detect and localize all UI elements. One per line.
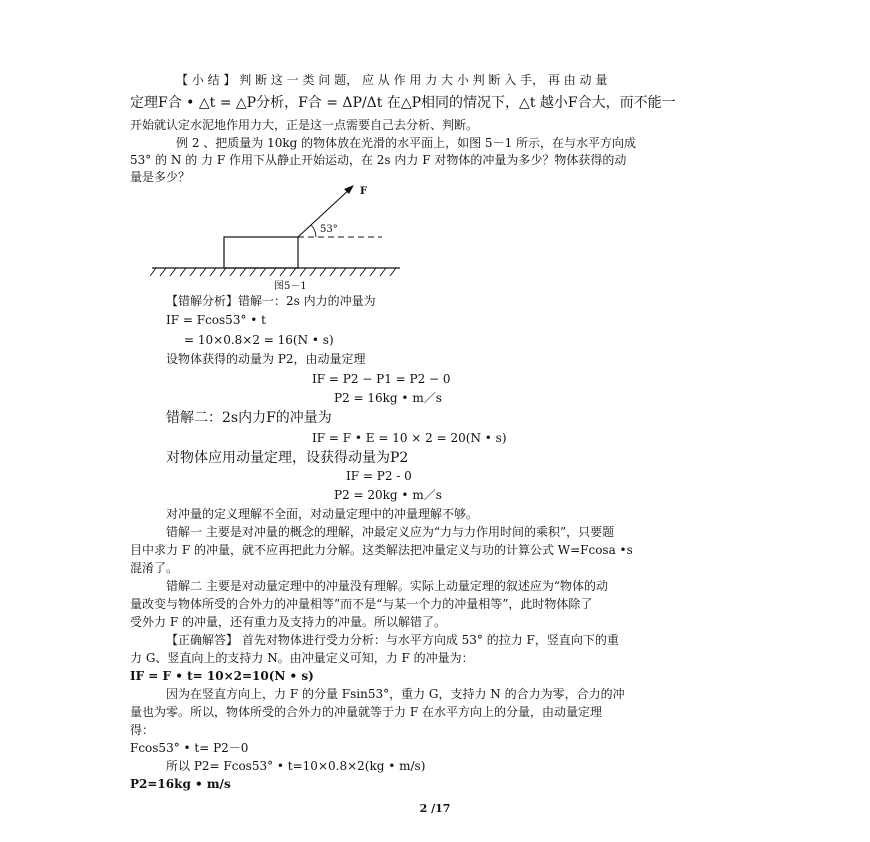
error2-explain-3: 受外力 F 的冲量，还有重力及支持力的冲量。所以解错了。 [130, 615, 446, 629]
angle-label: 53° [320, 224, 338, 235]
correct-answer-line-4: 量也为零。所以，物体所受的合外力的冲量就等于力 F 在水平方向上的分量，由动量定理 [130, 705, 602, 719]
error2-eq-2: IF = P2 - 0 [346, 469, 412, 483]
figure-caption: 图5－1 [274, 281, 307, 292]
error1-explain-3: 混淆了。 [130, 561, 179, 575]
correct-answer-line-3: 因为在竖直方向上，力 F 的分量 Fsin53°，重力 G，支持力 N 的合力为零，合力的冲 [166, 687, 625, 701]
correct-answer-line-2: 力 G、竖直向上的支持力 N。由冲量定义可知，力 F 的冲量为： [130, 651, 474, 665]
summary-line-2: 定理F合 • △t = △P分析，F合 = ΔP/Δt 在△P相同的情况下，△t 越小F合大，而不能一 [130, 95, 676, 111]
error1-explain-2: 目中求力 F 的冲量，就不应再把此力分解。这类解法把冲量定义与功的计算公式 W=Fcosa •s [130, 543, 633, 557]
correct-eq-3: 所以 P2= Fcos53° • t=10×0.8×2(kg • m/s) [166, 759, 426, 773]
error2-eq-3: P2 = 20kg • m／s [334, 488, 442, 502]
angle-arc [311, 225, 316, 237]
block [224, 237, 298, 268]
example-2-line-3: 量是多少？ [130, 170, 191, 184]
correct-eq-4: P2=16kg • m/s [130, 777, 231, 791]
example-2-line-2: 53° 的 N 的 力 F 作用下从静止开始运动，在 2s 内力 F 对物体的冲量为多少？物体获得的动 [130, 153, 627, 167]
page-number: 2 /17 [419, 802, 451, 815]
correct-answer-line-1: 【正确解答】 首先对物体进行受力分析：与水平方向成 53° 的拉力 F，竖直向下的重 [166, 633, 619, 647]
figure-5-1 [150, 182, 410, 294]
correct-eq-1: IF = F • t= 10×2=10(N • s) [130, 669, 314, 683]
error1-explain-1: 错解一 主要是对冲量的概念的理解，冲最定义应为“力与力作用时间的乘积”，只要题 [166, 525, 615, 539]
correct-eq-2: Fcos53° • t= P2－0 [130, 741, 249, 755]
comment-line: 对冲量的定义理解不全面，对动量定理中的冲量理解不够。 [166, 507, 479, 521]
error1-eq-4: P2 = 16kg • m／s [334, 391, 442, 405]
error2-explain-1: 错解二 主要是对动量定理中的冲量没有理解。实际上动量定理的叙述应为“物体的动 [166, 579, 608, 593]
error1-eq-1: IF = Fcos53° • t [166, 313, 266, 327]
force-label: F [360, 186, 368, 197]
error2-explain-2: 量改变与物体所受的合外力的冲量相等”而不是“与某一个力的冲量相等”，此时物体除了 [130, 597, 593, 611]
error1-text: 设物体获得的动量为 P2，由动量定理 [166, 352, 366, 366]
error1-eq-2: = 10×0.8×2 = 16(N • s) [184, 333, 334, 347]
force-diagram [150, 182, 410, 294]
summary-line-3: 开始就认定水泥地作用力大，正是这一点需要自己去分析、判断。 [130, 118, 479, 132]
error1-eq-3: IF = P2 − P1 = P2 − 0 [312, 372, 451, 386]
error2-title: 错解二：2s内力F的冲量为 [166, 410, 332, 426]
error2-text: 对物体应用动量定理，设获得动量为P2 [166, 450, 409, 466]
correct-answer-line-5: 得： [130, 723, 155, 737]
example-2-line-1: 例 2 、把质量为 10kg 的物体放在光滑的水平面上，如图 5－1 所示，在与水平方向成 [176, 136, 637, 150]
error2-eq-1: IF = F • E = 10 × 2 = 20(N • s) [312, 431, 507, 445]
error-analysis-line-1: 【错解分析】错解一：2s 内力的冲量为 [166, 294, 376, 308]
summary-line-1: 【 小 结 】 判 断 这 一 类 问 题， 应 从 作 用 力 大 小 判 断 入 手， 再 由 动 量 [176, 73, 608, 87]
ground-hatching [150, 268, 396, 276]
